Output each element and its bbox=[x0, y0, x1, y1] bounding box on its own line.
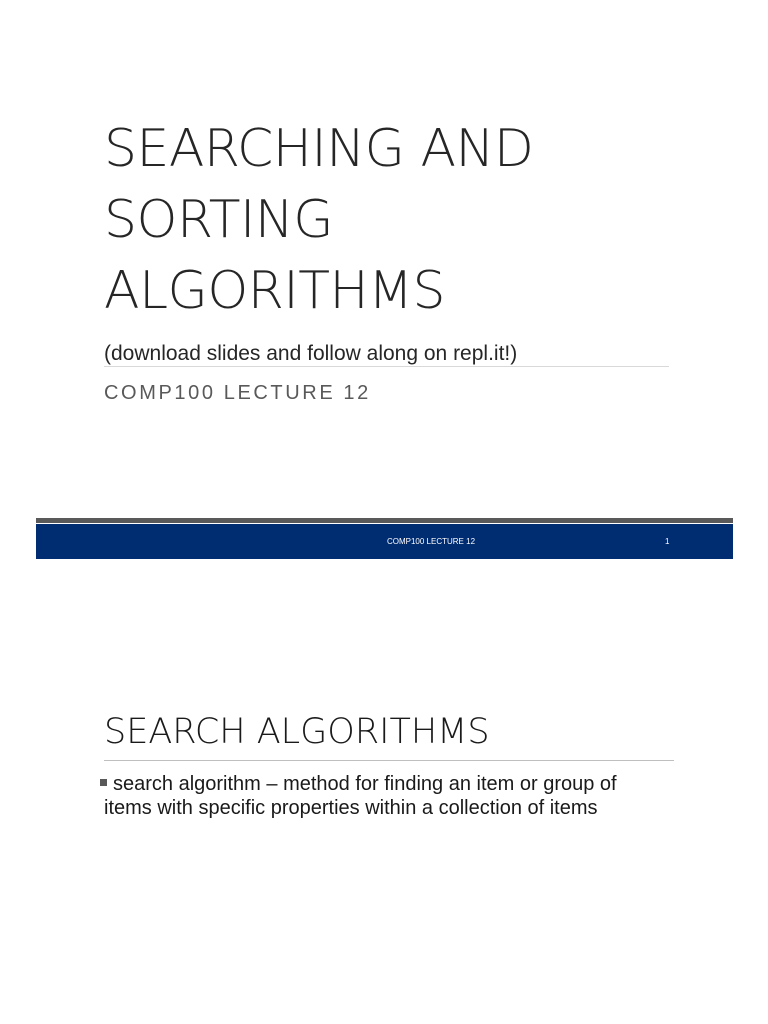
bullet-text: search algorithm – method for finding an item or group of items with specific properties within a collection of items bbox=[104, 773, 617, 819]
footer-page-number: 1 bbox=[665, 537, 670, 546]
slide-subtitle: (download slides and follow along on repl.it!) bbox=[104, 342, 518, 365]
course-label: COMP100 LECTURE 12 bbox=[104, 382, 371, 404]
slide-title: SEARCH ALGORITHMS bbox=[104, 712, 490, 752]
title-divider bbox=[104, 760, 674, 761]
title-line-3: ALGORITHMS bbox=[104, 261, 445, 321]
subtitle-divider bbox=[104, 366, 669, 367]
slide-title bbox=[104, 114, 704, 327]
bullet-item bbox=[104, 772, 664, 820]
footer-course-text: COMP100 LECTURE 12 bbox=[386, 537, 476, 546]
content-slide bbox=[0, 560, 768, 1024]
title-line-2: SORTING bbox=[104, 190, 334, 250]
footer-accent-line bbox=[36, 518, 733, 523]
slide-footer bbox=[36, 524, 733, 559]
square-bullet-icon bbox=[100, 779, 107, 786]
title-line-1: SEARCHING AND bbox=[104, 119, 534, 179]
